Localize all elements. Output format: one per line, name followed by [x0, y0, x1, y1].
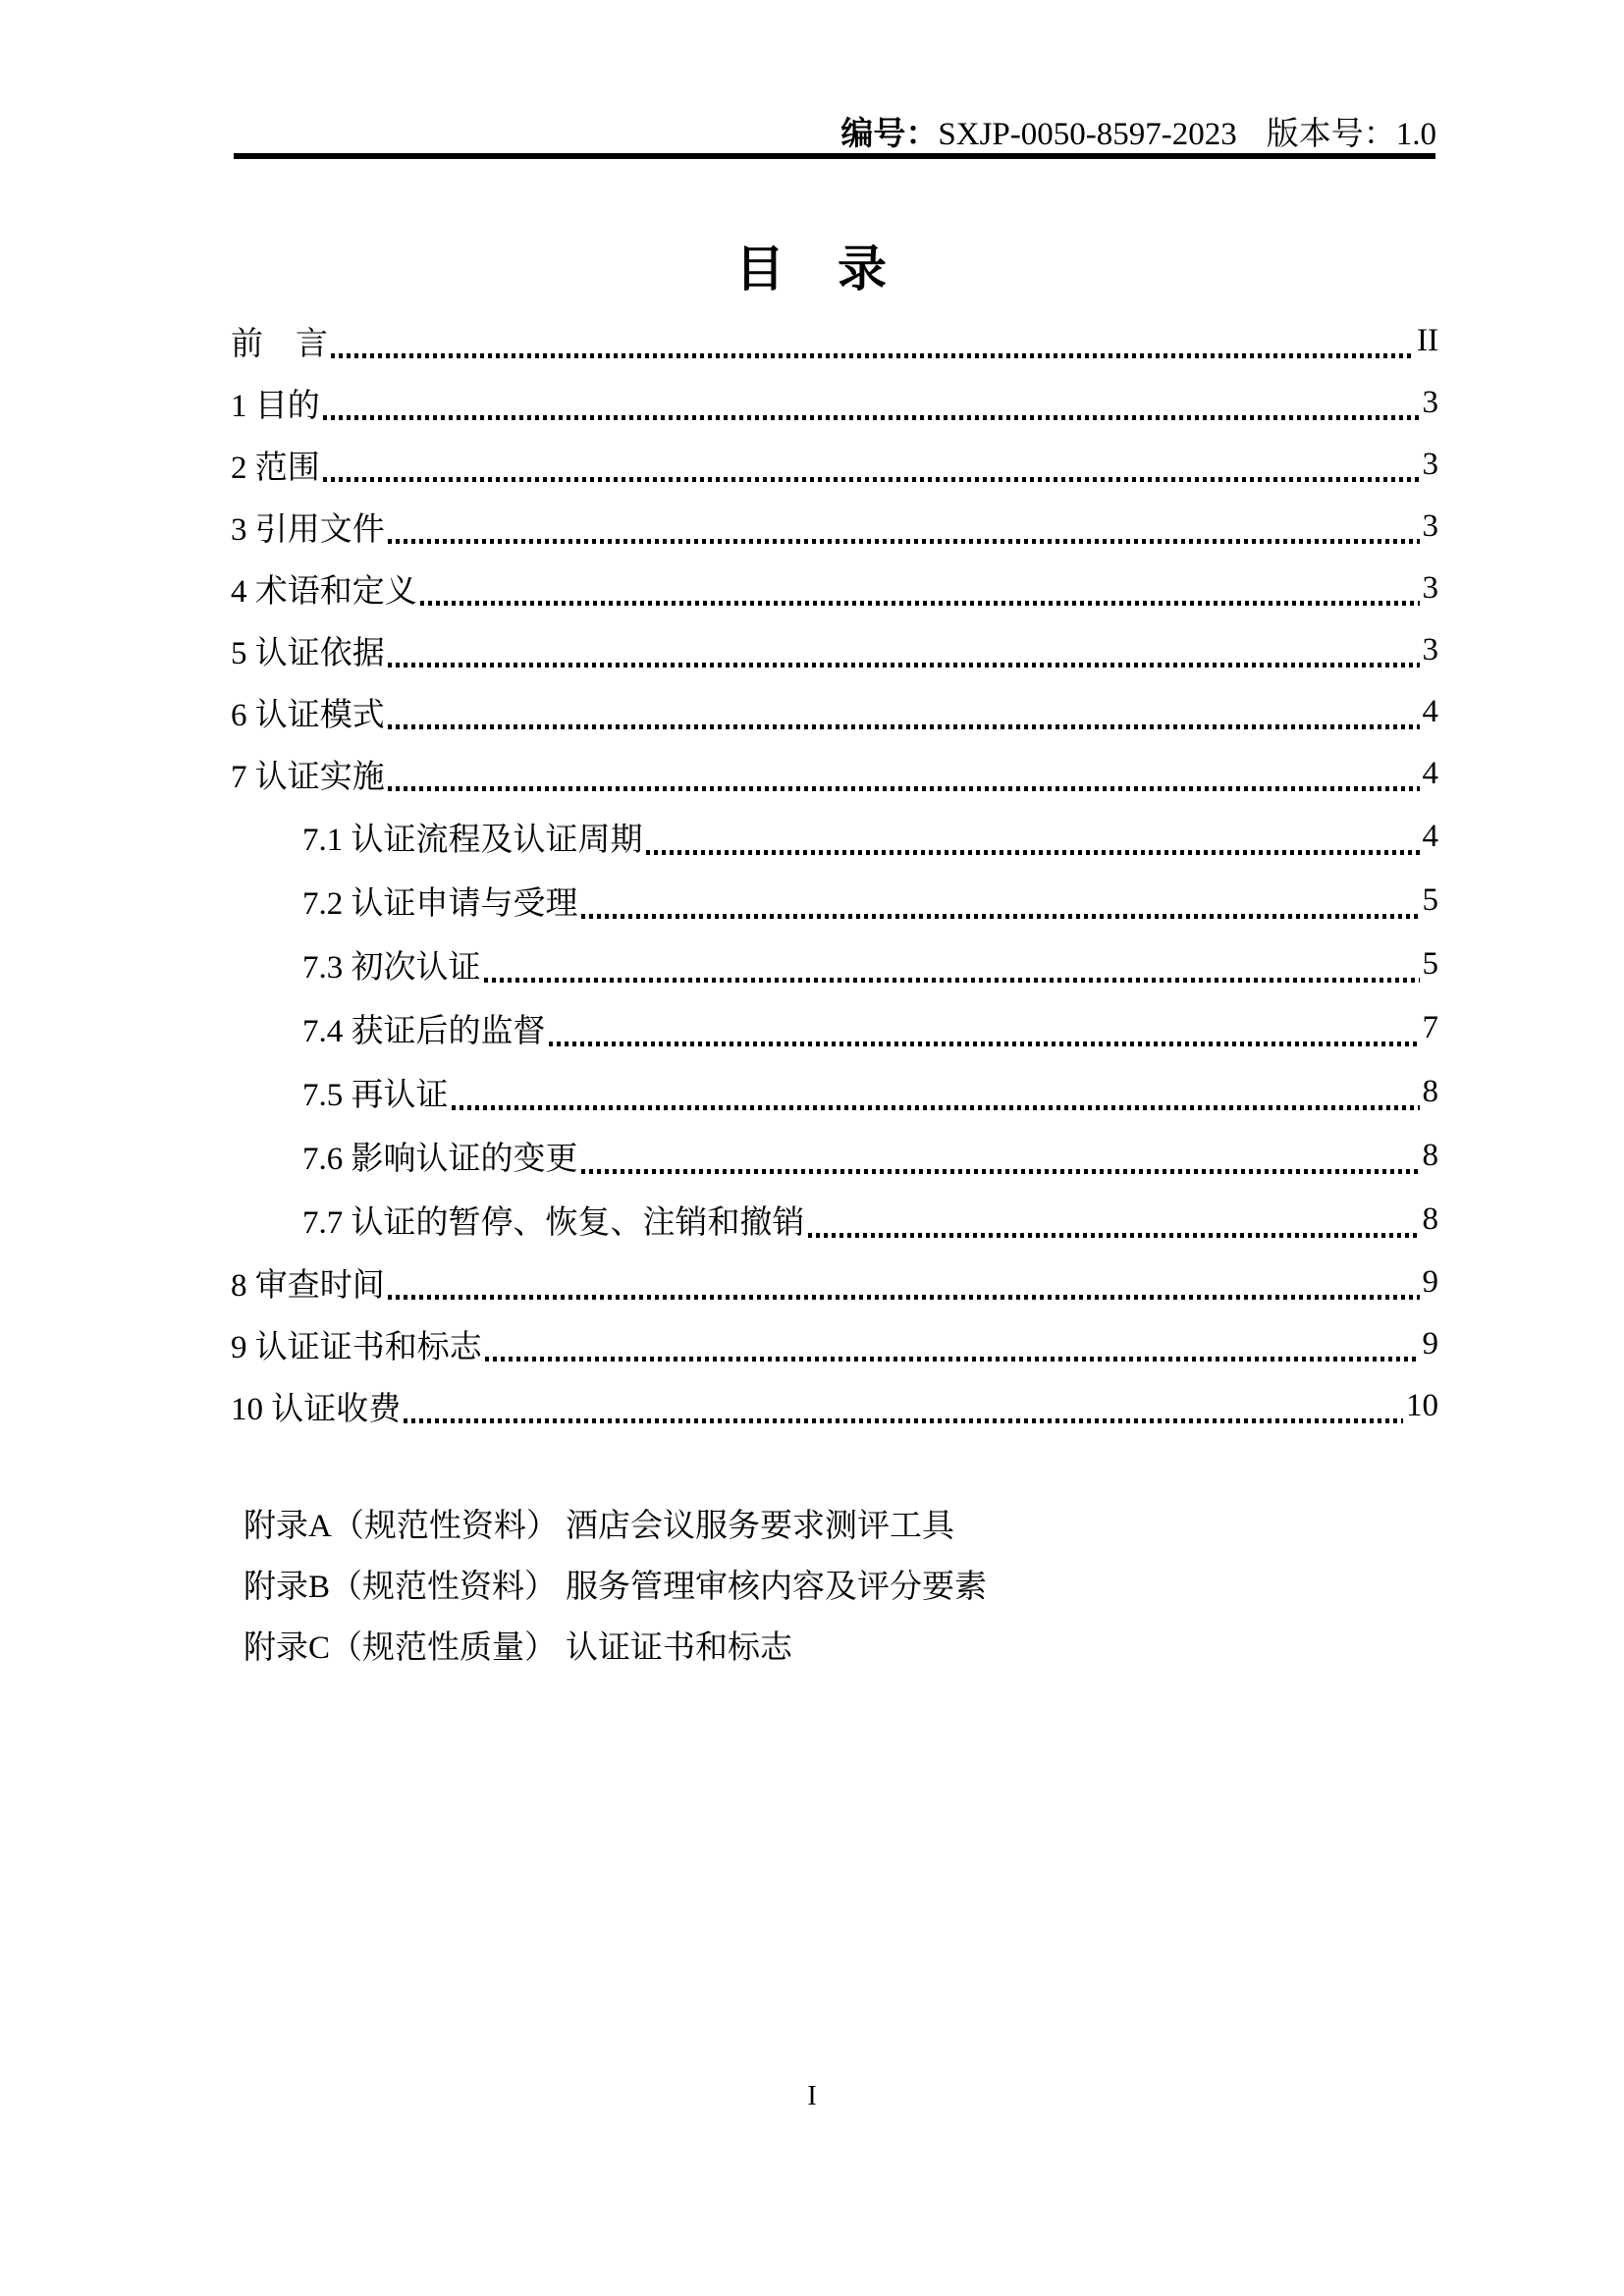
toc-entry[interactable] — [231, 434, 1438, 496]
toc-entry-label: 7.7 认证的暂停、恢复、注销和撤销 — [302, 1205, 805, 1241]
appendix-list — [244, 1492, 1432, 1675]
toc-entry[interactable] — [231, 869, 1438, 933]
toc-entry-label: 7.4 获证后的监督 — [302, 1014, 546, 1049]
appendix-title: 酒店会议服务要求测评工具 — [566, 1508, 954, 1544]
toc-entry[interactable] — [231, 743, 1438, 805]
dot-leader — [485, 1357, 1420, 1362]
toc-entry[interactable] — [231, 1313, 1438, 1375]
toc-entry[interactable] — [231, 681, 1438, 743]
dot-leader — [549, 1041, 1420, 1046]
doc-number: SXJP-0050-8597-2023 — [938, 117, 1237, 152]
toc-entry-label: 7.1 认证流程及认证周期 — [302, 823, 643, 858]
toc-entry-page: 3 — [1422, 447, 1438, 482]
toc-entry-page: 4 — [1422, 694, 1438, 729]
appendix-entry — [244, 1614, 1432, 1675]
toc-entry-label: 4 术语和定义 — [231, 574, 417, 610]
toc-entry-page: 3 — [1422, 570, 1438, 606]
toc-entry-page: 9 — [1422, 1264, 1438, 1300]
toc-entry-label: 5 认证依据 — [231, 636, 385, 671]
dot-leader — [581, 914, 1420, 919]
toc-entry-page: 4 — [1422, 756, 1438, 791]
toc-entry-page: 10 — [1406, 1388, 1438, 1423]
toc-entry[interactable] — [231, 1188, 1438, 1252]
toc-entry-page: II — [1417, 323, 1438, 358]
toc-entry-label: 7.2 认证申请与受理 — [302, 886, 578, 922]
dot-leader — [404, 1418, 1403, 1423]
toc-entry-page: 8 — [1422, 1138, 1438, 1173]
appendix-entry — [244, 1553, 1432, 1614]
dot-leader — [388, 663, 1420, 667]
header-rule — [234, 153, 1435, 159]
toc-entry-label: 8 审查时间 — [231, 1268, 385, 1304]
toc-list — [231, 310, 1438, 1437]
toc-entry-label: 7.3 初次认证 — [302, 950, 481, 986]
toc-entry-page: 5 — [1422, 946, 1438, 982]
toc-entry[interactable] — [231, 933, 1438, 996]
toc-entry-label: 6 认证模式 — [231, 698, 385, 733]
toc-entry-label: 2 范围 — [231, 451, 320, 486]
appendix-label: 附录C（规范性质量） — [244, 1629, 558, 1666]
dot-leader — [452, 1105, 1420, 1110]
appendix-title: 认证证书和标志 — [566, 1629, 792, 1666]
dot-leader — [323, 477, 1420, 482]
dot-leader — [388, 724, 1420, 729]
dot-leader — [331, 353, 1414, 358]
toc-entry[interactable] — [231, 372, 1438, 434]
dot-leader — [388, 786, 1420, 791]
toc-entry[interactable] — [231, 805, 1438, 869]
toc-entry-label: 10 认证收费 — [231, 1392, 402, 1427]
toc-entry[interactable] — [231, 310, 1438, 372]
toc-entry[interactable] — [231, 1252, 1438, 1313]
toc-entry-label: 前 言 — [231, 327, 328, 362]
toc-entry-page: 8 — [1422, 1074, 1438, 1109]
appendix-label: 附录A（规范性资料） — [244, 1508, 559, 1544]
page-number: I — [807, 2081, 817, 2111]
toc-entry-page: 8 — [1422, 1201, 1438, 1237]
toc-entry[interactable] — [231, 1375, 1438, 1437]
toc-entry[interactable] — [231, 558, 1438, 619]
dot-leader — [420, 601, 1420, 606]
appendix-entry — [244, 1492, 1432, 1553]
dot-leader — [323, 415, 1420, 420]
appendix-label: 附录B（规范性资料） — [244, 1569, 558, 1605]
toc-entry-page: 7 — [1422, 1010, 1438, 1045]
toc-entry[interactable] — [231, 1060, 1438, 1124]
toc-entry[interactable] — [231, 496, 1438, 558]
appendix-title: 服务管理审核内容及评分要素 — [566, 1569, 987, 1605]
dot-leader — [484, 978, 1420, 983]
dot-leader — [808, 1233, 1420, 1238]
doc-number-label: 编号： — [840, 117, 939, 152]
toc-entry-page: 9 — [1422, 1326, 1438, 1362]
document-header — [231, 108, 1436, 154]
toc-entry-label: 9 认证证书和标志 — [231, 1330, 482, 1365]
version-text: 版本号：1.0 — [1266, 117, 1436, 152]
toc-entry-label: 3 引用文件 — [231, 512, 385, 548]
toc-entry-page: 3 — [1422, 632, 1438, 667]
toc-entry[interactable] — [231, 996, 1438, 1060]
toc-entry-page: 3 — [1422, 385, 1438, 420]
dot-leader — [388, 1295, 1420, 1300]
dot-leader — [646, 850, 1420, 855]
toc-entry-page: 4 — [1422, 819, 1438, 854]
dot-leader — [581, 1169, 1420, 1174]
toc-entry-label: 7.5 再认证 — [302, 1078, 449, 1113]
toc-entry[interactable] — [231, 619, 1438, 681]
toc-entry[interactable] — [231, 1124, 1438, 1188]
page-title: 目 录 — [735, 241, 889, 296]
toc-entry-label: 7.6 影响认证的变更 — [302, 1142, 578, 1177]
dot-leader — [388, 539, 1420, 544]
toc-entry-page: 5 — [1422, 882, 1438, 918]
toc-entry-label: 1 目的 — [231, 389, 320, 424]
toc-entry-page: 3 — [1422, 508, 1438, 544]
toc-entry-label: 7 认证实施 — [231, 760, 385, 795]
